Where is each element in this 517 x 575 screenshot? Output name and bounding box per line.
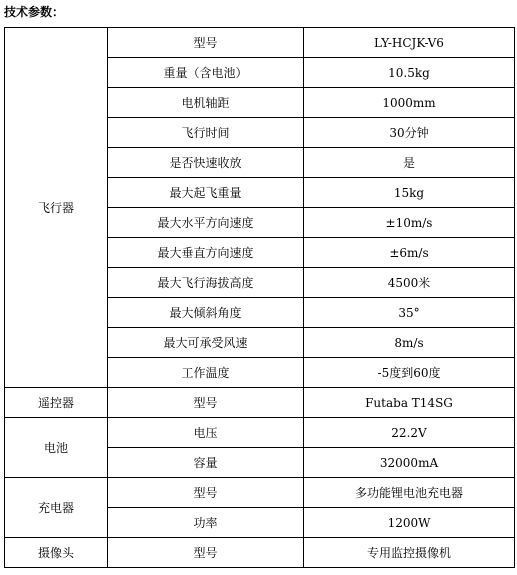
parameter-value-cell: 专用监控摄像机: [304, 538, 515, 568]
parameter-name-cell: 重量（含电池）: [108, 58, 304, 88]
parameter-value-cell: 35°: [304, 298, 515, 328]
parameter-value-cell: 15kg: [304, 178, 515, 208]
parameter-value-cell: 32000mA: [304, 448, 515, 478]
parameter-name-cell: 最大垂直方向速度: [108, 238, 304, 268]
parameter-name-cell: 型号: [108, 388, 304, 418]
parameter-name-cell: 工作温度: [108, 358, 304, 388]
parameter-name-cell: 功率: [108, 508, 304, 538]
parameter-value-cell: 30分钟: [304, 118, 515, 148]
parameter-name-cell: 最大水平方向速度: [108, 208, 304, 238]
parameter-value-cell: 22.2V: [304, 418, 515, 448]
parameter-name-cell: 容量: [108, 448, 304, 478]
spec-table-body: [5, 28, 515, 568]
parameter-name-cell: 电机轴距: [108, 88, 304, 118]
parameter-name-cell: 最大起飞重量: [108, 178, 304, 208]
table-row: [5, 478, 515, 508]
table-row: [5, 418, 515, 448]
parameter-value-cell: ±10m/s: [304, 208, 515, 238]
category-cell: 摄像头: [5, 538, 108, 568]
parameter-name-cell: 飞行时间: [108, 118, 304, 148]
table-row: [5, 538, 515, 568]
parameter-value-cell: 1200W: [304, 508, 515, 538]
parameter-name-cell: 最大可承受风速: [108, 328, 304, 358]
parameter-value-cell: 是: [304, 148, 515, 178]
parameter-value-cell: 10.5kg: [304, 58, 515, 88]
parameter-name-cell: 电压: [108, 418, 304, 448]
section-heading: 技术参数：: [4, 5, 65, 19]
parameter-value-cell: 4500米: [304, 268, 515, 298]
parameter-value-cell: -5度到60度: [304, 358, 515, 388]
parameter-name-cell: 是否快速收放: [108, 148, 304, 178]
table-row: [5, 388, 515, 418]
parameter-name-cell: 型号: [108, 28, 304, 58]
parameter-value-cell: LY-HCJK-V6: [304, 28, 515, 58]
parameter-name-cell: 型号: [108, 538, 304, 568]
parameter-name-cell: 最大飞行海拔高度: [108, 268, 304, 298]
spec-table: [4, 27, 515, 568]
parameter-value-cell: Futaba T14SG: [304, 388, 515, 418]
category-cell: 遥控器: [5, 388, 108, 418]
parameter-name-cell: 型号: [108, 478, 304, 508]
parameter-name-cell: 最大倾斜角度: [108, 298, 304, 328]
parameter-value-cell: 1000mm: [304, 88, 515, 118]
category-cell: 飞行器: [5, 28, 108, 388]
category-cell: 电池: [5, 418, 108, 478]
parameter-value-cell: ±6m/s: [304, 238, 515, 268]
category-cell: 充电器: [5, 478, 108, 538]
table-row: [5, 28, 515, 58]
parameter-value-cell: 8m/s: [304, 328, 515, 358]
parameter-value-cell: 多功能锂电池充电器: [304, 478, 515, 508]
